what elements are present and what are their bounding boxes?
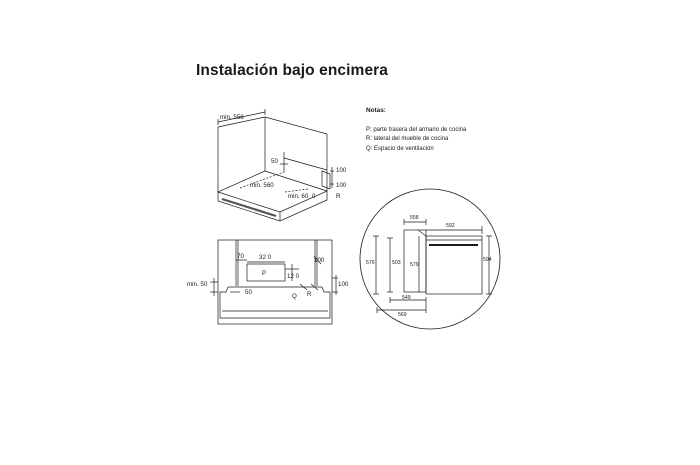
dim-min-560: min. 560 [250, 182, 274, 189]
dim-100-top: 100 [314, 257, 325, 264]
label-p: P [262, 270, 267, 277]
dim-120: 12 0 [287, 273, 300, 280]
dim-592: 592 [446, 223, 455, 229]
dim-vent-100-top: 100 [336, 167, 347, 174]
dim-70: 70 [237, 253, 244, 260]
label-r-plan: R [307, 291, 312, 298]
note-r: R: lateral del mueble de cocina [366, 136, 449, 143]
note-q: Q: Espacio de ventilación [366, 145, 434, 152]
label-q: Q [292, 293, 297, 300]
dim-50: 50 [245, 289, 252, 296]
notes-heading: Notas: [366, 107, 386, 114]
oven-detail-circle [360, 189, 500, 329]
dim-579: 579 [410, 262, 419, 268]
dim-594: 594 [483, 257, 492, 263]
note-p: P: parte trasera del armario de cocina [366, 126, 467, 133]
dim-vent-100-bottom: 100 [336, 182, 347, 189]
dim-zero: 0 [312, 193, 316, 200]
dim-min-556: min. 556 [220, 114, 244, 121]
dim-min-60: min. 60 [288, 193, 309, 200]
dim-558: 558 [410, 215, 419, 221]
dim-576: 576 [366, 260, 375, 266]
cabinet-3d-drawing [218, 109, 334, 221]
plan-view-drawing [210, 240, 338, 324]
dim-top-gap-50: 50 [271, 158, 278, 165]
dim-100-side: 100 [338, 281, 349, 288]
dim-503: 503 [392, 260, 401, 266]
dim-549: 549 [402, 295, 411, 301]
dim-min-50: min. 50 [187, 281, 208, 288]
dim-569: 569 [398, 312, 407, 318]
page-title: Instalación bajo encimera [196, 62, 389, 79]
dim-320: 32 0 [259, 254, 272, 261]
label-r-3d: R [336, 193, 341, 200]
